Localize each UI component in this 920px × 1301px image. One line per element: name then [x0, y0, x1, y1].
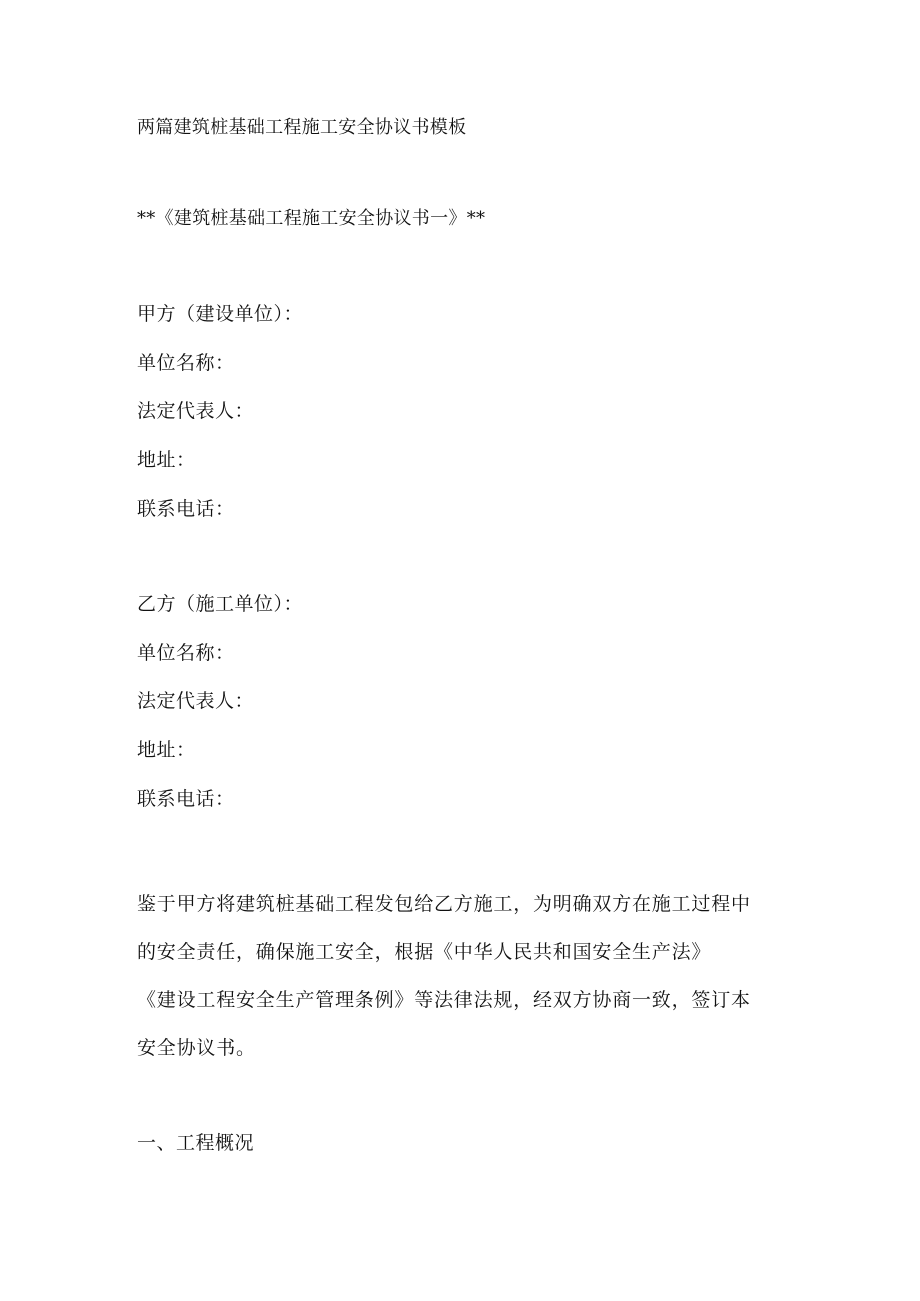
preamble-line: 鉴于甲方将建筑桩基础工程发包给乙方施工，为明确双方在施工过程中 [137, 893, 751, 915]
preamble-paragraph [137, 880, 777, 1072]
preamble-line: 安全协议书。 [137, 1037, 256, 1059]
party-a-name-label: 单位名称： [137, 352, 235, 374]
party-a-rep-label: 法定代表人： [137, 400, 255, 422]
document-title: 两篇建筑桩基础工程施工安全协议书模板 [137, 117, 467, 138]
preamble-line: 的安全责任，确保施工安全，根据《中华人民共和国安全生产法》 [137, 941, 712, 963]
party-a-address-label: 地址： [137, 449, 196, 471]
party-b-heading: 乙方（施工单位）： [137, 593, 304, 615]
party-b-phone-label: 联系电话： [137, 788, 235, 810]
document-subtitle: **《建筑桩基础工程施工安全协议书一》** [137, 208, 486, 229]
party-b-name-label: 单位名称： [137, 642, 235, 664]
section-1-heading: 一、工程概况 [137, 1132, 255, 1154]
party-b-address-label: 地址： [137, 739, 196, 761]
party-b-rep-label: 法定代表人： [137, 690, 255, 712]
party-a-heading: 甲方（建设单位）： [137, 303, 304, 325]
preamble-line: 《建设工程安全生产管理条例》等法律法规，经双方协商一致，签订本 [137, 989, 751, 1011]
party-a-phone-label: 联系电话： [137, 498, 235, 520]
